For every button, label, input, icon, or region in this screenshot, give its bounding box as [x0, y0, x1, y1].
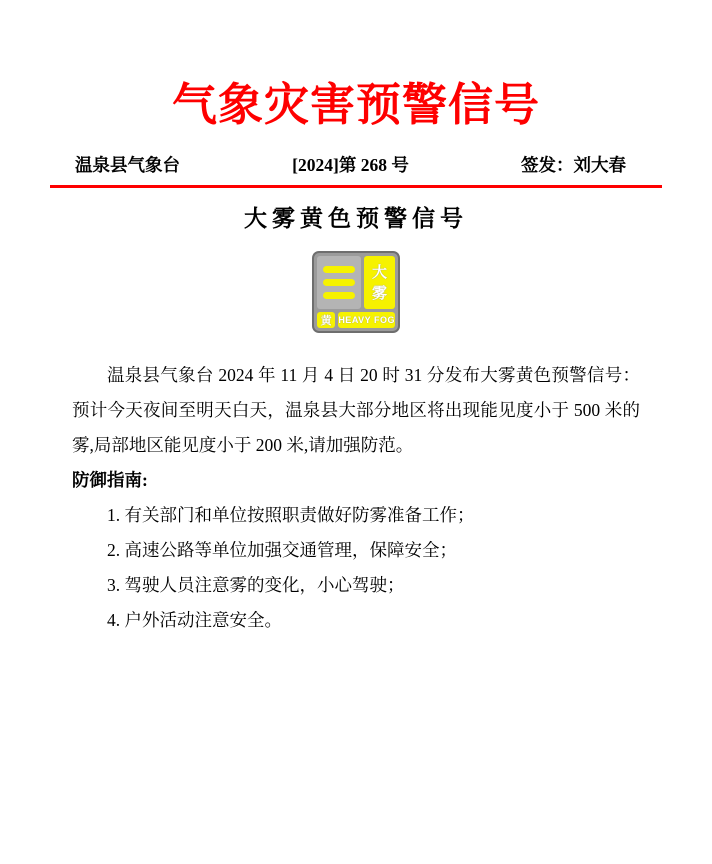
- heavy-fog-yellow-warning-icon: [312, 251, 400, 333]
- fog-bar: [323, 266, 355, 273]
- fog-en-label: HEAVY FOG: [338, 312, 395, 328]
- warning-subtitle: 大雾黄色预警信号: [244, 204, 468, 231]
- red-divider: [50, 185, 662, 188]
- warning-level-badge: 黄: [317, 312, 335, 328]
- document-number: [2024]第 268 号: [292, 155, 409, 175]
- guide-item: 2. 高速公路等单位加强交通管理，保障安全；: [107, 540, 457, 561]
- warning-icon-container: [0, 251, 712, 333]
- issuing-agency: 温泉县气象台: [75, 155, 180, 175]
- fog-bars-icon: [317, 256, 361, 309]
- guide-item: 3. 驾驶人员注意雾的变化，小心驾驶；: [107, 575, 405, 596]
- document-title: 气象灾害预警信号: [171, 80, 540, 130]
- warning-body-text: 温泉县气象台 2024 年 11 月 4 日 20 时 31 分发布大雾黄色预警信号：预计今天夜间至明天白天，温泉县大部分地区将出现能见度小于 500 米的雾,局部地区能见度小于 200 米,请加强防范。: [72, 365, 640, 456]
- fog-cn-char-1: 大: [371, 263, 387, 281]
- guide-item: 1. 有关部门和单位按照职责做好防雾准备工作；: [107, 505, 475, 526]
- guide-item: 4. 户外活动注意安全。: [107, 610, 282, 631]
- signer: 签发：刘大春: [521, 155, 626, 175]
- defense-guide-list: [0, 498, 712, 638]
- fog-cn-label: [364, 256, 395, 309]
- fog-bar: [323, 292, 355, 299]
- defense-guide-title: 防御指南:: [72, 470, 148, 491]
- fog-cn-char-2: 雾: [371, 284, 387, 302]
- fog-bar: [323, 279, 355, 286]
- document-header: [50, 154, 662, 177]
